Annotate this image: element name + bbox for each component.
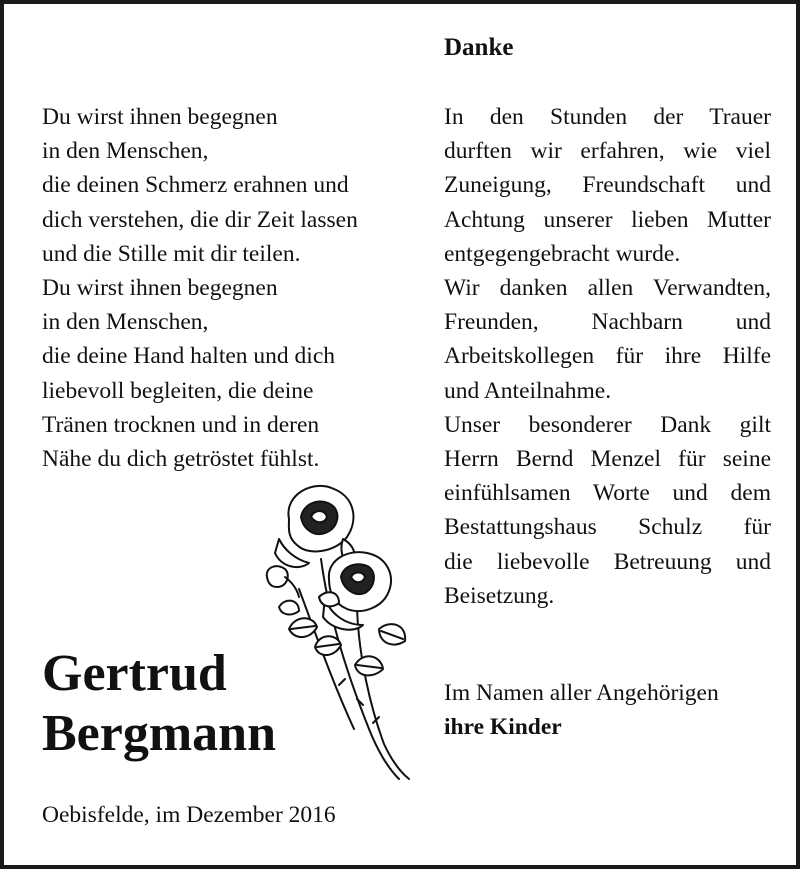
thanks-line: entgegengebracht wurde. bbox=[444, 240, 681, 267]
poem-line: Du wirst ihnen begegnen bbox=[42, 104, 278, 130]
thanks-line: und Anteilnahme. bbox=[444, 377, 612, 404]
closing-signature: ihre Kinder bbox=[444, 714, 562, 741]
thanks-line: Beisetzung. bbox=[444, 582, 555, 609]
thanks-line: Freunden, Nachbarn und bbox=[444, 309, 771, 336]
poem-line: die deine Hand halten und dich bbox=[42, 343, 336, 370]
thanks-heading: Danke bbox=[444, 34, 514, 61]
thanks-line: Achtung unserer lieben Mutter bbox=[444, 206, 771, 233]
thanks-line: durften wir erfahren, wie viel bbox=[444, 138, 771, 165]
poem-line: Du wirst ihnen begegnen bbox=[42, 275, 278, 302]
poem-line: liebevoll begleiten, die deine bbox=[42, 377, 314, 404]
poem-line: dich verstehen, die dir Zeit lassen bbox=[42, 206, 358, 233]
deceased-name bbox=[42, 644, 276, 764]
thanks-line: Zuneigung, Freundschaft und bbox=[444, 172, 771, 199]
thanks-line: Unser besonderer Dank gilt bbox=[444, 411, 771, 438]
thanks-line: Arbeitskollegen für ihre Hilfe bbox=[444, 343, 771, 370]
poem-line: die deinen Schmerz erahnen und bbox=[42, 172, 349, 199]
two-roses-icon bbox=[259, 479, 429, 789]
closing-line: Im Namen aller Angehörigen bbox=[444, 680, 719, 706]
poem-line: in den Menschen, bbox=[42, 138, 209, 165]
thanks-line: Herrn Bernd Menzel für seine bbox=[444, 446, 771, 473]
poem-block bbox=[42, 100, 427, 476]
deceased-first-name: Gertrud bbox=[42, 645, 227, 702]
thanks-line: Wir danken allen Verwandten, bbox=[444, 275, 771, 302]
poem-line: Tränen trocknen und in deren bbox=[42, 411, 320, 438]
deceased-last-name: Bergmann bbox=[42, 705, 276, 762]
closing-block bbox=[444, 676, 719, 744]
place-date: Oebisfelde, im Dezember 2016 bbox=[42, 802, 336, 828]
poem-line: Nähe du dich getröstet fühlst. bbox=[42, 446, 320, 473]
thanks-line: die liebevolle Betreuung und bbox=[444, 548, 771, 575]
thanks-line: Bestattungshaus Schulz für bbox=[444, 514, 771, 541]
thanks-line: In den Stunden der Trauer bbox=[444, 104, 771, 130]
thanks-line: einfühlsamen Worte und dem bbox=[444, 480, 771, 507]
poem-line: in den Menschen, bbox=[42, 309, 209, 336]
poem-line: und die Stille mit dir teilen. bbox=[42, 240, 301, 267]
thanks-text bbox=[444, 100, 771, 613]
